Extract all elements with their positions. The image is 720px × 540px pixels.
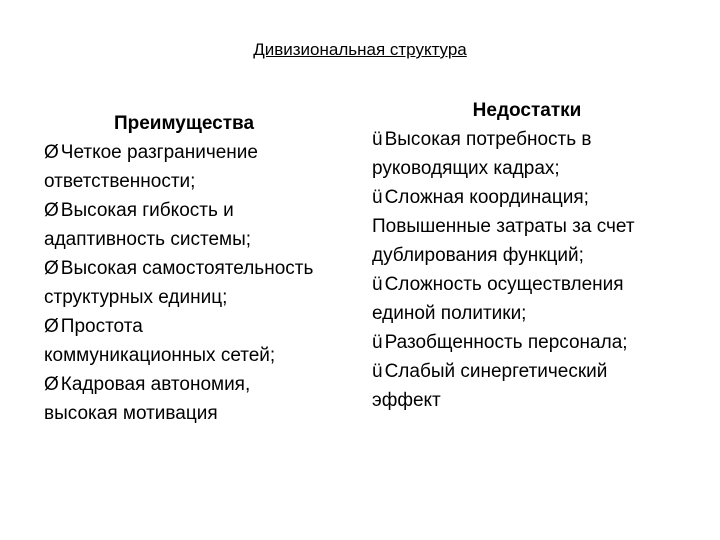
- arrow-bullet-icon: Ø: [44, 258, 59, 279]
- arrow-bullet-icon: Ø: [44, 142, 59, 163]
- advantage-text: структурных единиц;: [44, 287, 228, 308]
- advantage-item: [44, 138, 364, 196]
- advantage-line: [44, 225, 364, 254]
- disadvantage-line: [372, 183, 682, 212]
- page-title: Дивизиональная структура: [253, 40, 467, 59]
- advantage-line: [44, 167, 364, 196]
- disadvantage-item: [372, 212, 682, 270]
- disadvantages-heading: Недостатки: [472, 100, 582, 121]
- disadvantage-item: [372, 125, 682, 183]
- advantage-item: [44, 254, 364, 312]
- advantages-heading: Преимущества: [113, 113, 255, 134]
- checkmark-bullet-icon: ü: [372, 274, 383, 295]
- disadvantage-item: [372, 357, 682, 415]
- disadvantage-line: [372, 212, 682, 241]
- arrow-bullet-icon: Ø: [44, 200, 59, 221]
- advantage-text: коммуникационных сетей;: [44, 345, 276, 366]
- disadvantages-list: [372, 125, 682, 415]
- advantages-column: [44, 109, 364, 428]
- disadvantage-line: [372, 328, 682, 357]
- disadvantage-item: [372, 183, 682, 212]
- checkmark-bullet-icon: ü: [372, 129, 383, 150]
- disadvantage-text: Разобщенность персонала;: [384, 332, 628, 353]
- advantage-text: ответственности;: [44, 171, 196, 192]
- advantage-text: Кадровая автономия,: [60, 374, 251, 395]
- disadvantage-line: [372, 299, 682, 328]
- advantage-text: адаптивность системы;: [44, 229, 252, 250]
- disadvantage-line: [372, 125, 682, 154]
- disadvantage-text: Сложность осуществления: [384, 274, 624, 295]
- advantage-line: [44, 312, 364, 341]
- advantage-item: [44, 370, 364, 428]
- disadvantage-text: Высокая потребность в: [384, 129, 592, 150]
- disadvantage-text: дублирования функций;: [372, 245, 584, 266]
- advantage-line: [44, 196, 364, 225]
- disadvantage-text: руководящих кадрах;: [372, 158, 560, 179]
- disadvantage-line: [372, 270, 682, 299]
- arrow-bullet-icon: Ø: [44, 374, 59, 395]
- advantage-line: [44, 283, 364, 312]
- disadvantage-item: [372, 328, 682, 357]
- checkmark-bullet-icon: ü: [372, 361, 383, 382]
- advantage-text: Четкое разграничение: [60, 142, 258, 163]
- advantage-line: [44, 254, 364, 283]
- advantage-line: [44, 370, 364, 399]
- disadvantage-text: Слабый синергетический: [384, 361, 608, 382]
- advantage-item: [44, 312, 364, 370]
- advantage-text: Высокая самостоятельность: [60, 258, 314, 279]
- disadvantage-line: [372, 386, 682, 415]
- advantages-list: [44, 138, 364, 428]
- checkmark-bullet-icon: ü: [372, 332, 383, 353]
- disadvantage-item: [372, 270, 682, 328]
- advantage-item: [44, 196, 364, 254]
- arrow-bullet-icon: Ø: [44, 316, 59, 337]
- advantage-line: [44, 399, 364, 428]
- disadvantage-text: эффект: [372, 390, 441, 411]
- checkmark-bullet-icon: ü: [372, 187, 383, 208]
- advantage-line: [44, 341, 364, 370]
- disadvantages-column: [372, 96, 682, 415]
- disadvantage-line: [372, 241, 682, 270]
- disadvantage-line: [372, 357, 682, 386]
- advantage-text: Простота: [60, 316, 143, 337]
- disadvantage-text: Сложная координация;: [384, 187, 589, 208]
- advantage-line: [44, 138, 364, 167]
- disadvantage-text: Повышенные затраты за счет: [372, 216, 635, 237]
- advantage-text: Высокая гибкость и: [60, 200, 234, 221]
- advantage-text: высокая мотивация: [44, 403, 218, 424]
- disadvantage-line: [372, 154, 682, 183]
- disadvantage-text: единой политики;: [372, 303, 527, 324]
